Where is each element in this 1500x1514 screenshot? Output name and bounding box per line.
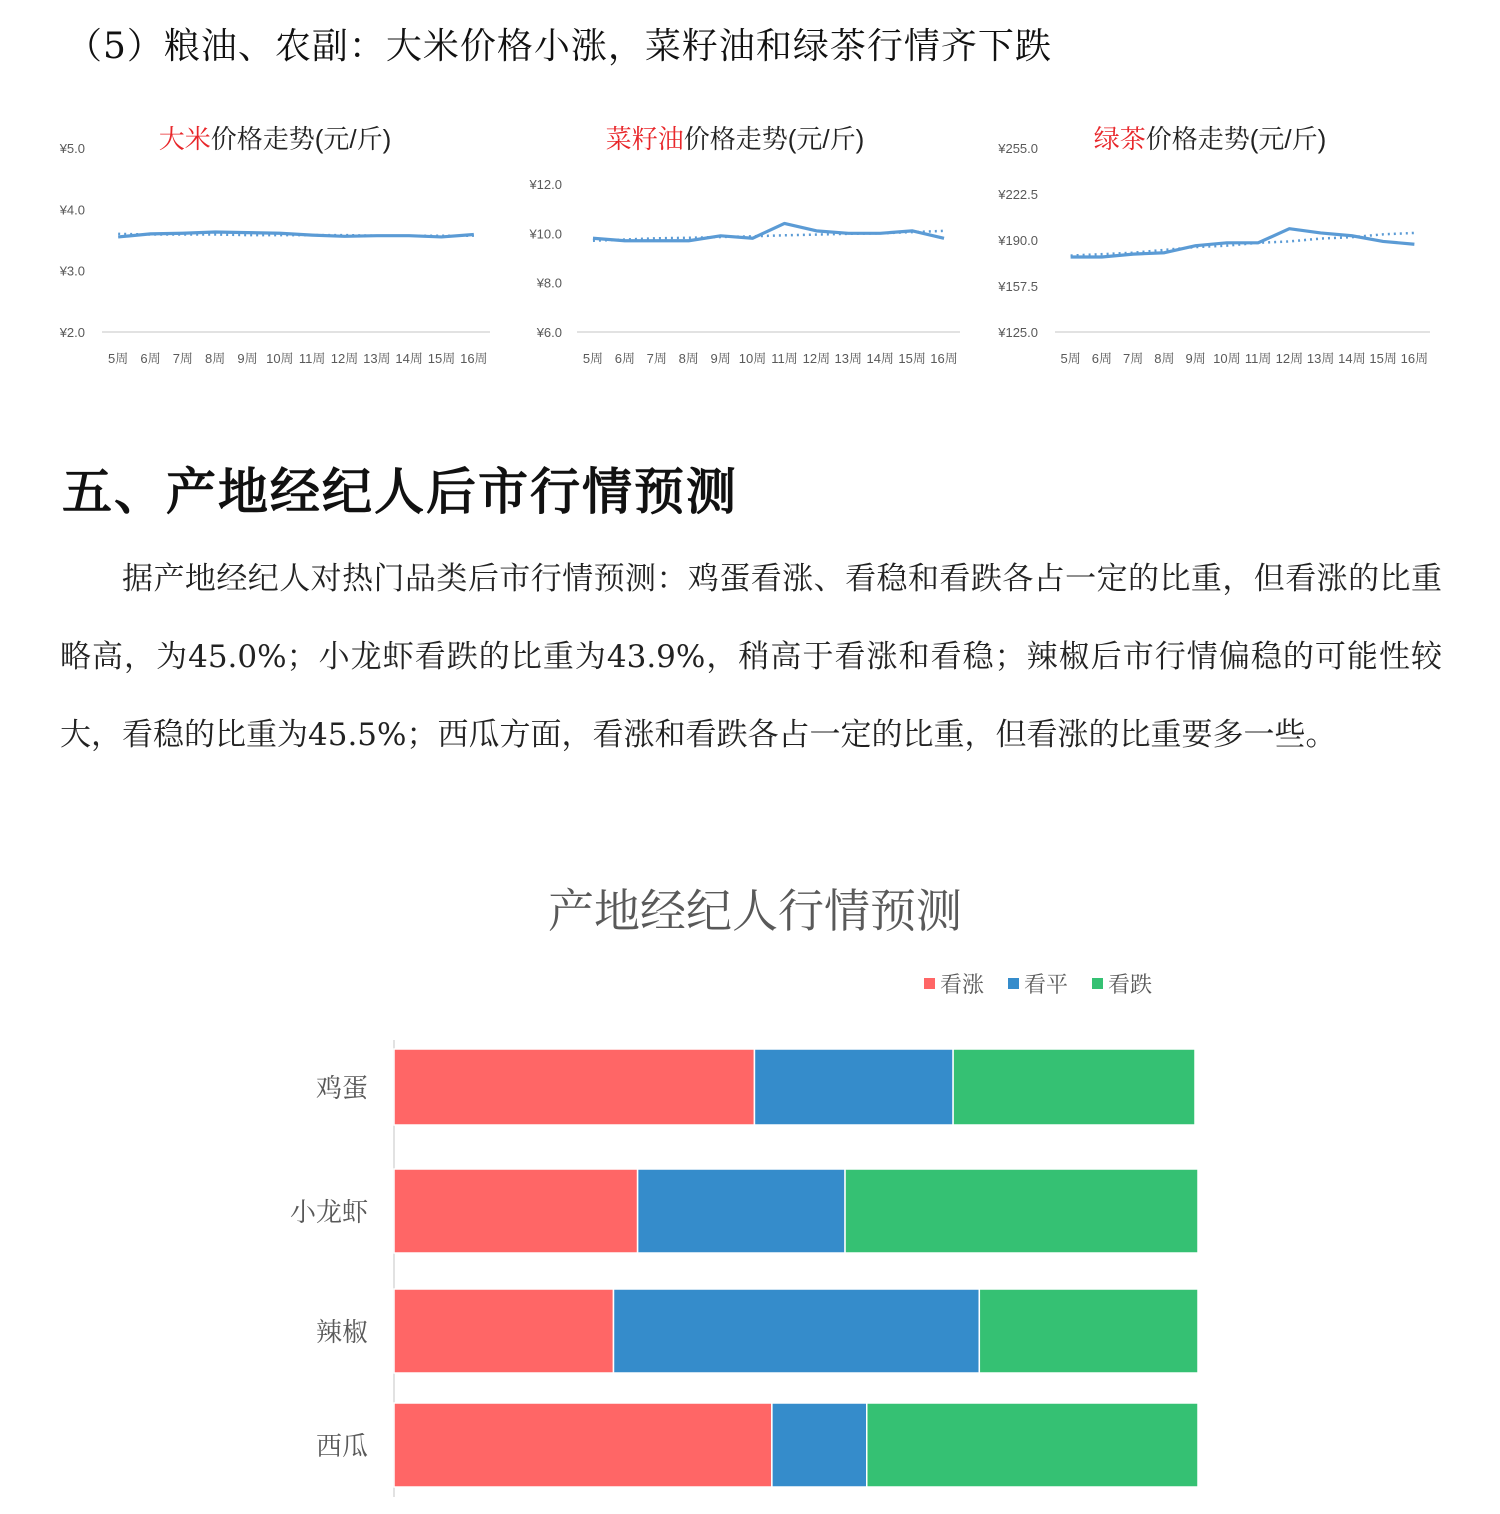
- forecast-bar-chart: [240, 865, 1240, 1505]
- bar-segment: [772, 1403, 867, 1487]
- rapeseed-oil-price-line: [593, 223, 944, 240]
- green-tea-price-chart: [997, 124, 1430, 366]
- rice-x-tick-label: 5周: [108, 351, 129, 366]
- rapeseed-oil-y-tick-label: ¥8.0: [536, 275, 562, 291]
- rapeseed-oil-x-tick-label: 9周: [710, 351, 731, 366]
- rapeseed-oil-x-tick-label: 10周: [738, 351, 767, 366]
- bar-segment: [394, 1049, 754, 1125]
- rapeseed-oil-x-tick-label: 16周: [930, 351, 958, 366]
- green-tea-x-tick-label: 15周: [1369, 351, 1397, 366]
- rice-x-tick-label: 12周: [330, 351, 359, 366]
- rapeseed-oil-x-tick-label: 6周: [614, 351, 635, 366]
- body-paragraph: 据产地经纪人对热门品类后市行情预测：鸡蛋看涨、看稳和看跌各占一定的比重，但看涨的比重略高，为45.0%；小龙虾看跌的比重为43.9%，稍高于看涨和看稳；辣椒后市行情偏稳的可能性较大，看稳的比重为45.5%；西瓜方面，看涨和看跌各占一定的比重，但看涨的比重要多一些。: [60, 561, 1442, 753]
- green-tea-y-tick-label: ¥222.5: [998, 187, 1038, 202]
- rapeseed-oil-y-tick-label: ¥6.0: [536, 325, 562, 340]
- green-tea-y-tick-label: ¥190.0: [998, 233, 1038, 248]
- rice-x-tick-label: 15周: [427, 351, 456, 366]
- rice-title-rest: 价格走势(元/斤): [210, 124, 392, 154]
- category-label: 辣椒: [315, 1317, 368, 1347]
- bar-segment: [867, 1403, 1198, 1487]
- rice-x-tick-label: 7周: [172, 351, 193, 366]
- green-tea-title-rest: 价格走势(元/斤): [1145, 124, 1327, 154]
- legend-swatch: [1008, 978, 1019, 989]
- bar-segment: [394, 1169, 638, 1253]
- bar-segment: [394, 1403, 772, 1487]
- rice-y-tick-label: ¥2.0: [59, 325, 85, 340]
- rice-y-tick-label: ¥3.0: [59, 263, 85, 279]
- rice-x-tick-label: 6周: [140, 351, 161, 366]
- rapeseed-oil-x-tick-label: 14周: [866, 351, 894, 366]
- rapeseed-oil-y-tick-label: ¥12.0: [529, 177, 562, 192]
- green-tea-x-tick-label: 6周: [1091, 351, 1112, 366]
- rice-price-chart: [59, 124, 490, 366]
- rice-x-tick-label: 14周: [395, 351, 423, 366]
- subheading: （5）粮油、农副：大米价格小涨，菜籽油和绿茶行情齐下跌: [66, 26, 1052, 67]
- bar-segment: [953, 1049, 1195, 1125]
- rapeseed-oil-chart-title: [606, 124, 865, 154]
- rice-x-tick-label: 9周: [237, 351, 258, 366]
- rice-price-line: [118, 232, 474, 237]
- rapeseed-oil-x-tick-label: 15周: [898, 351, 926, 366]
- green-tea-x-tick-label: 9周: [1185, 351, 1206, 366]
- green-tea-x-tick-label: 13周: [1306, 351, 1335, 366]
- rapeseed-oil-title-highlight: 菜籽油: [605, 124, 684, 154]
- rapeseed-oil-x-tick-label: 8周: [678, 351, 699, 366]
- legend-swatch: [1092, 978, 1103, 989]
- bar-segment: [845, 1169, 1198, 1253]
- bar-segment: [979, 1289, 1198, 1373]
- legend-swatch: [924, 978, 935, 989]
- section-heading: 五、产地经纪人后市行情预测: [62, 462, 738, 521]
- rice-x-tick-label: 8周: [205, 351, 226, 366]
- green-tea-x-tick-label: 5周: [1060, 351, 1081, 366]
- green-tea-y-tick-label: ¥157.5: [998, 279, 1038, 294]
- green-tea-y-tick-label: ¥125.0: [998, 325, 1038, 340]
- bar-segment: [754, 1049, 953, 1125]
- rapeseed-oil-x-tick-label: 5周: [582, 351, 604, 366]
- category-label: 西瓜: [315, 1431, 368, 1461]
- green-tea-y-tick-label: ¥255.0: [998, 141, 1038, 156]
- bar-segment: [394, 1289, 613, 1373]
- legend-label: 看跌: [1108, 972, 1153, 997]
- green-tea-price-line: [1071, 229, 1415, 257]
- green-tea-x-tick-label: 16周: [1400, 351, 1429, 366]
- category-label: 鸡蛋: [315, 1073, 368, 1103]
- rapeseed-oil-y-tick-label: ¥10.0: [529, 226, 562, 242]
- rapeseed-oil-x-tick-label: 13周: [834, 351, 863, 366]
- green-tea-x-tick-label: 10周: [1213, 351, 1241, 366]
- rice-y-tick-label: ¥5.0: [59, 141, 85, 156]
- category-label: 小龙虾: [289, 1197, 368, 1227]
- green-tea-x-tick-label: 8周: [1154, 351, 1175, 366]
- rice-x-tick-label: 10周: [266, 351, 294, 366]
- rice-x-tick-label: 11周: [298, 351, 326, 366]
- bar-segment: [638, 1169, 845, 1253]
- rapeseed-oil-price-chart: [528, 124, 960, 366]
- rapeseed-oil-title-rest: 价格走势(元/斤): [683, 124, 865, 154]
- rice-chart-title: [159, 124, 392, 154]
- price-trend-charts: [50, 110, 1470, 400]
- rice-x-tick-label: 16周: [460, 351, 488, 366]
- green-tea-x-tick-label: 14周: [1338, 351, 1366, 366]
- rice-x-tick-label: 13周: [363, 351, 391, 366]
- green-tea-x-tick-label: 11周: [1244, 351, 1272, 366]
- green-tea-title-highlight: 绿茶: [1093, 124, 1146, 154]
- legend-label: 看平: [1024, 972, 1069, 997]
- rapeseed-oil-x-tick-label: 7周: [646, 351, 667, 366]
- rapeseed-oil-x-tick-label: 11周: [771, 351, 798, 366]
- legend-label: 看涨: [940, 972, 985, 997]
- bar-segment: [613, 1289, 979, 1373]
- green-tea-x-tick-label: 12周: [1275, 351, 1304, 366]
- forecast-chart-title: 产地经纪人行情预测: [548, 885, 962, 937]
- rice-y-tick-label: ¥4.0: [59, 202, 85, 218]
- rapeseed-oil-x-tick-label: 12周: [802, 351, 831, 366]
- green-tea-x-tick-label: 7周: [1123, 351, 1144, 366]
- rice-title-highlight: 大米: [158, 124, 211, 154]
- green-tea-chart-title: [1094, 124, 1327, 154]
